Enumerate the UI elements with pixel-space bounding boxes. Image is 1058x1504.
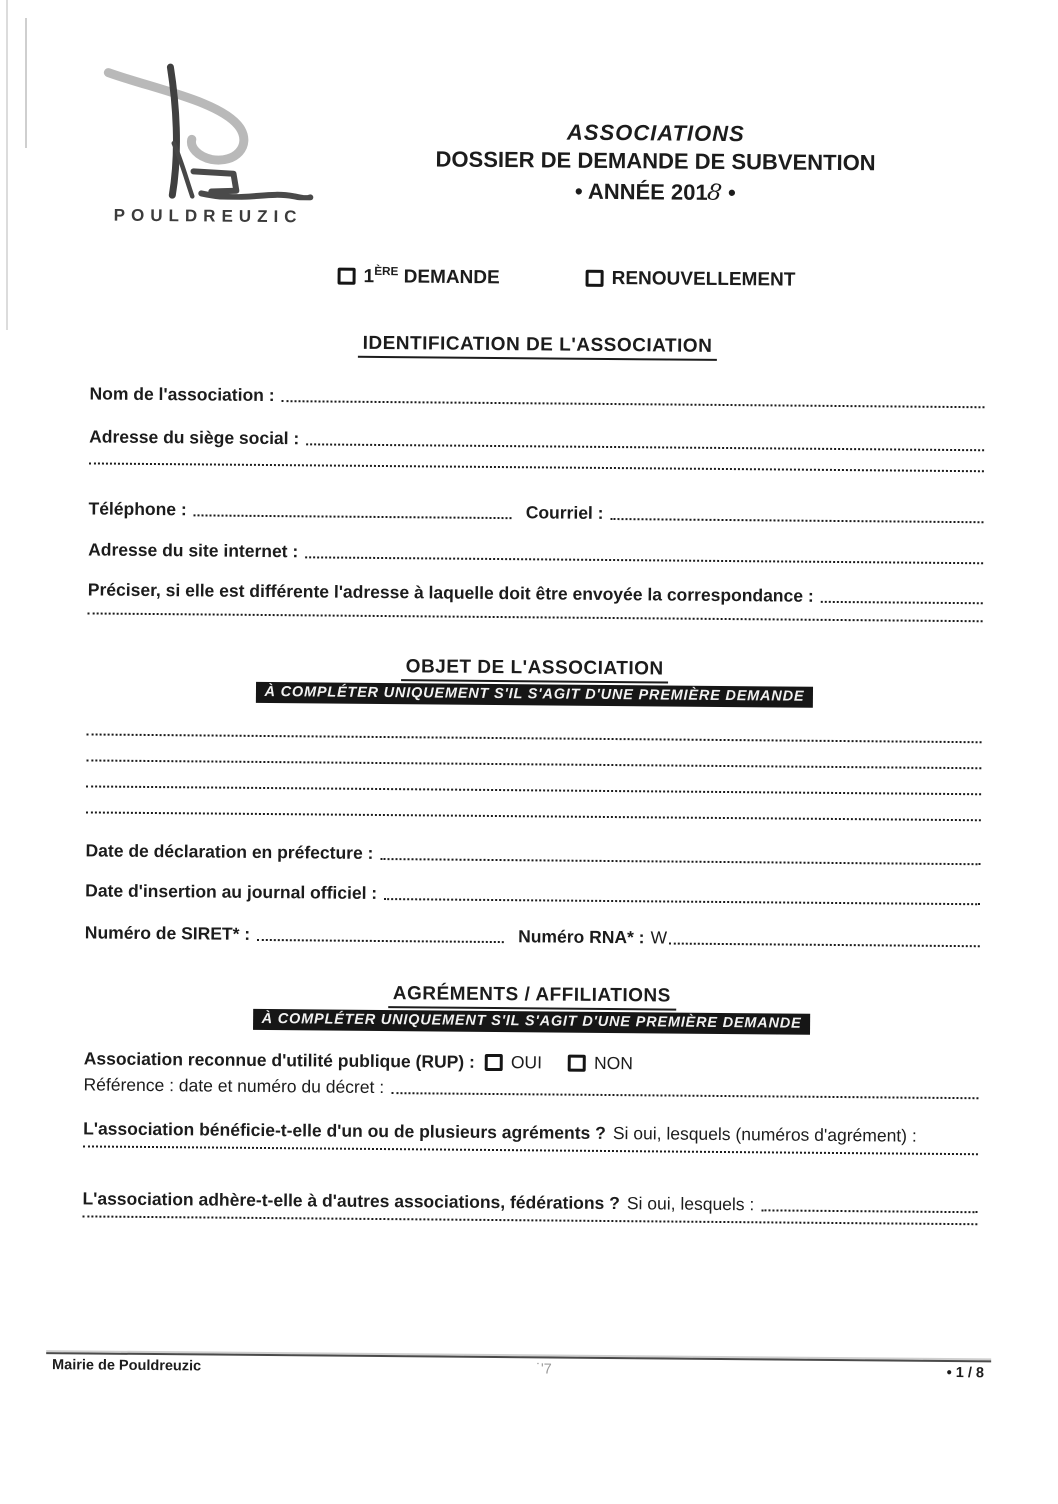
rup-label: Association reconnue d'utilité publique (RUP) : <box>83 1048 475 1072</box>
first-request-checkbox[interactable] <box>338 268 356 285</box>
agrements-question-bold: L'association bénéficie-t-elle d'un ou de plusieurs agréments ? <box>83 1118 606 1143</box>
decret-reference-row <box>83 1074 978 1103</box>
prefecture-date-field[interactable] <box>380 858 980 865</box>
object-heading: OBJET DE L'ASSOCIATION À COMPLÉTER UNIQUEMENT S'IL S'AGIT D'UNE PREMIÈRE DEMANDE <box>87 653 982 709</box>
rup-non-option[interactable] <box>568 1053 633 1075</box>
association-name-row <box>89 383 984 412</box>
footer-center-mark: ˙'7 <box>536 1361 552 1378</box>
commune-logo <box>93 58 324 227</box>
title-line-annee: • ANNÉE 2018 • <box>574 178 736 207</box>
federations-question-bold: L'association adhère-t-elle à d'autres associations, fédérations ? <box>82 1188 620 1214</box>
title-line-associations: ASSOCIATIONS <box>566 119 745 147</box>
rup-non-label: NON <box>593 1052 633 1074</box>
journal-date-field[interactable] <box>384 898 980 905</box>
website-row <box>88 539 983 568</box>
identification-heading: IDENTIFICATION DE L'ASSOCIATION <box>90 330 985 363</box>
address-row <box>89 426 984 455</box>
association-name-field[interactable] <box>282 400 985 408</box>
rup-oui-checkbox[interactable] <box>485 1054 503 1071</box>
website-label: Adresse du site internet : <box>88 539 299 562</box>
footer-page-number: • 1 / 8 <box>946 1364 985 1382</box>
decret-reference-label: Référence : date et numéro du décret : <box>83 1074 385 1098</box>
address-field[interactable] <box>306 443 984 451</box>
renewal-option[interactable] <box>586 267 796 292</box>
correspondence-label: Préciser, si elle est différente l'adresse à laquelle doit être envoyée la correspondance : <box>87 579 814 606</box>
association-name-label: Nom de l'association : <box>89 383 275 406</box>
phone-label: Téléphone : <box>88 498 187 520</box>
first-request-option[interactable] <box>337 265 499 290</box>
agrements-subheading-bar: À COMPLÉTER UNIQUEMENT S'IL S'AGIT D'UNE PREMIÈRE DEMANDE <box>253 1009 811 1035</box>
email-field[interactable] <box>610 518 983 523</box>
first-request-label: 1ÈRE DEMANDE <box>363 264 500 289</box>
phone-email-row <box>88 498 983 527</box>
object-field-line3[interactable] <box>86 785 981 795</box>
rup-row <box>84 1048 979 1077</box>
object-field-line1[interactable] <box>87 733 982 743</box>
prefecture-date-label: Date de déclaration en préfecture : <box>85 840 374 863</box>
rna-label: Numéro RNA* : <box>518 926 645 948</box>
renewal-label: RENOUVELLEMENT <box>611 267 796 291</box>
siret-rna-row <box>85 922 980 951</box>
federations-question-rest: Si oui, lesquels : <box>626 1193 755 1215</box>
journal-date-row <box>85 880 980 909</box>
prefecture-date-row <box>85 840 980 869</box>
decret-reference-field[interactable] <box>391 1092 978 1099</box>
federations-answer-field[interactable] <box>761 1209 977 1213</box>
correspondence-field-line2[interactable] <box>88 612 983 622</box>
siret-label: Numéro de SIRET* : <box>84 922 251 944</box>
renewal-checkbox[interactable] <box>586 270 604 287</box>
siret-field[interactable] <box>257 939 504 943</box>
address-label: Adresse du siège social : <box>89 426 300 449</box>
agrements-heading: AGRÉMENTS / AFFILIATIONS À COMPLÉTER UNIQUEMENT S'IL S'AGIT D'UNE PREMIÈRE DEMANDE <box>84 980 979 1036</box>
journal-date-label: Date d'insertion au journal officiel : <box>85 880 378 903</box>
footer-left-text: Mairie de Pouldreuzic <box>52 1357 202 1375</box>
request-type-row <box>337 265 795 292</box>
agrements-question-row <box>83 1118 978 1147</box>
rna-field[interactable] <box>669 943 980 948</box>
pouldreuzic-logo-drawing <box>93 58 319 200</box>
agrements-answer-line[interactable] <box>83 1145 978 1155</box>
object-subheading-bar: À COMPLÉTER UNIQUEMENT S'IL S'AGIT D'UNE PREMIÈRE DEMANDE <box>255 682 813 708</box>
website-field[interactable] <box>305 556 983 564</box>
federations-question-row <box>82 1188 977 1217</box>
rna-prefix: W <box>650 927 668 948</box>
correspondence-row <box>88 579 983 608</box>
address-field-line2[interactable] <box>89 462 984 472</box>
handwritten-year-digit: 8 <box>706 179 724 207</box>
agrements-question-rest: Si oui, lesquels (numéros d'agrément) : <box>612 1123 917 1146</box>
federations-answer-line2[interactable] <box>82 1215 977 1225</box>
title-line-dossier: DOSSIER DE DEMANDE DE SUBVENTION <box>435 146 876 176</box>
object-field-line2[interactable] <box>86 759 981 769</box>
correspondence-field[interactable] <box>821 601 983 604</box>
rup-oui-option[interactable] <box>485 1052 542 1073</box>
phone-field[interactable] <box>194 514 512 519</box>
rup-non-checkbox[interactable] <box>568 1055 586 1072</box>
document-title <box>390 117 921 209</box>
logo-caption: POULDREUZIC <box>113 205 303 227</box>
rup-oui-label: OUI <box>510 1052 543 1073</box>
email-label: Courriel : <box>525 502 604 523</box>
object-field-line4[interactable] <box>86 811 981 821</box>
